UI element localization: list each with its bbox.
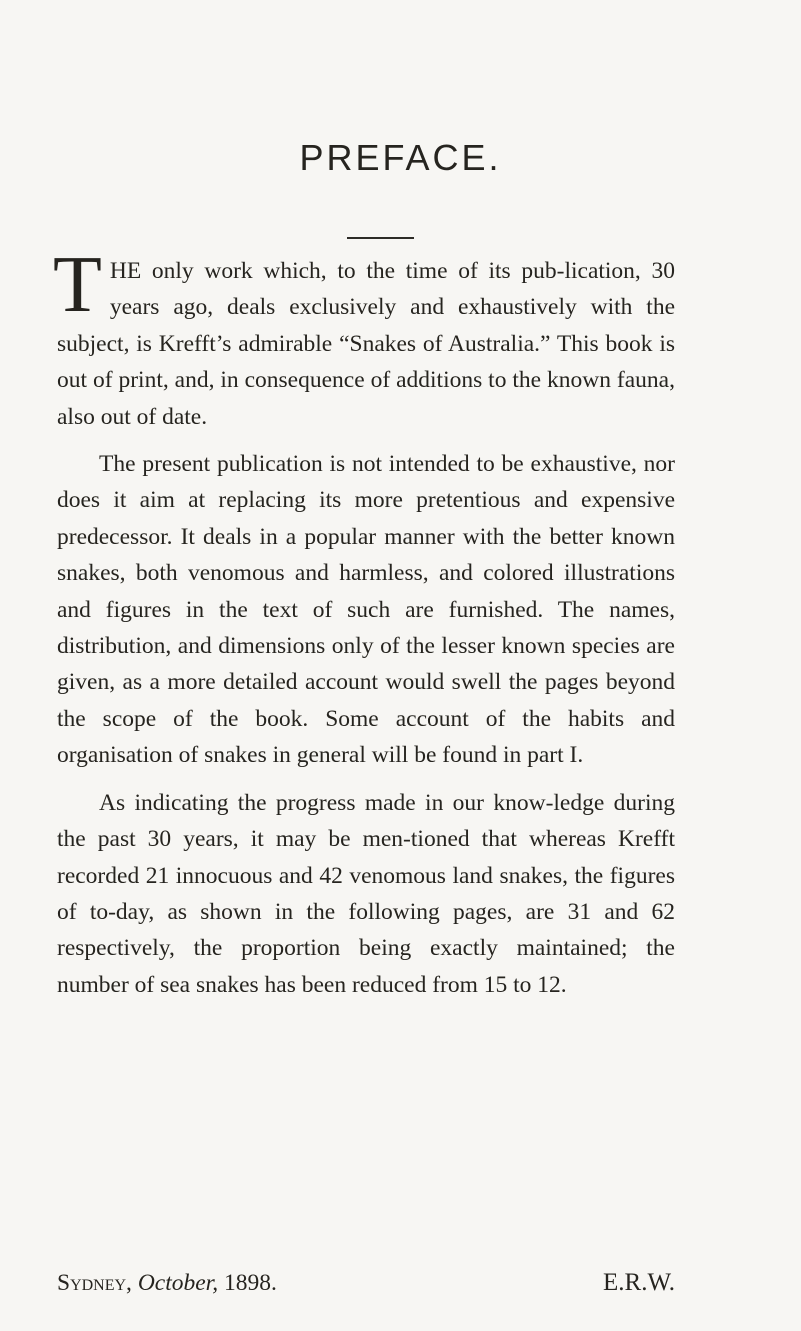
signoff-year: 1898. (223, 1270, 277, 1296)
signoff (57, 1265, 675, 1301)
signoff-place: Sydney, (57, 1270, 132, 1296)
paragraph-1-text: HE only work which, to the time of its pub-lication, 30 years ago, deals exclusively and exhaustively with the subject, is Krefft’s admirable “Snakes of Australia.” This book is out of print, and, in consequence of additions to the known fauna, also out of date. (57, 258, 675, 430)
paragraph-gap (57, 435, 675, 446)
paragraph-1 (53, 241, 675, 435)
paragraph-gap (57, 774, 675, 785)
signoff-place-date (57, 1265, 277, 1301)
signoff-month: October, (137, 1270, 219, 1296)
signoff-initials: E.R.W. (603, 1269, 675, 1296)
paragraph-3: As indicating the progress made in our know-ledge during the past 30 years, it may be men-tioned that whereas Krefft recorded 21 innocuous and 42 venomous land snakes, the figures of to-day, as shown in the following pages, are 31 and 62 respectively, the proportion being exactly maintained; the number of sea snakes has been reduced from 15 to 12. (57, 789, 675, 998)
drop-cap: T (53, 241, 102, 329)
paragraph-2: The present publication is not intended to be exhaustive, nor does it aim at replacing its more pretentious and expensive predecessor. It deals in a popular manner with the better known snakes, both venomous and harmless, and colored illustrations and figures in the text of such are furnished. The names, distribution, and dimensions only of the lesser known species are given, as a more detailed account would swell the pages beyond the scope of the book. Some account of the habits and organisation of snakes in general will be found in part I. (57, 451, 675, 769)
page-title: PREFACE. (299, 137, 502, 178)
title-divider (347, 237, 414, 239)
preface-body (53, 241, 675, 1003)
